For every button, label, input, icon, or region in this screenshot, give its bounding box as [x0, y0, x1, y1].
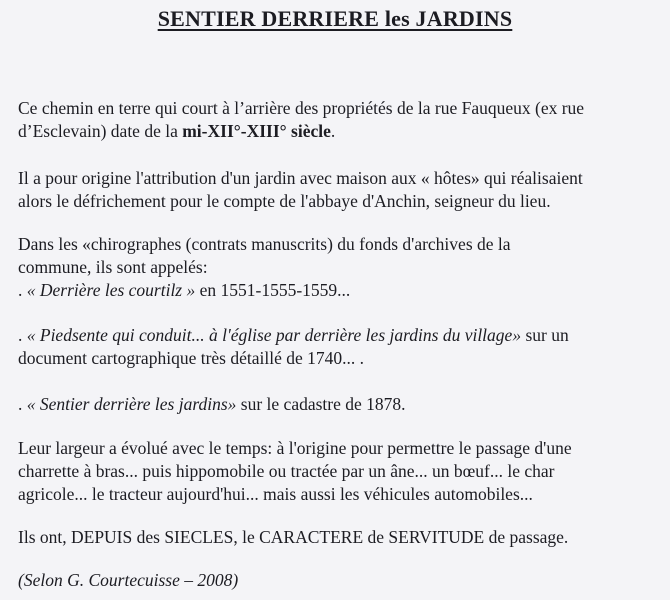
date-emphasis: mi-XII°-XIII° siècle	[182, 121, 331, 141]
text-line: commune, ils sont appelés:	[18, 257, 208, 277]
text-line: Dans les «chirographes (contrats manuscrits) du fonds d'archives de la	[18, 234, 511, 254]
quoted-name: « Derrière les courtilz »	[26, 280, 196, 300]
paragraph-origin	[18, 167, 652, 213]
text-line: Leur largeur a évolué avec le temps: à l'origine pour permettre le passage d'une	[18, 438, 572, 458]
bullet-prefix: .	[18, 325, 27, 345]
text-segment: en 1551-1555-1559...	[195, 280, 351, 300]
quoted-name: « Piedsente qui conduit... à l'église par derrière les jardins du village»	[26, 325, 522, 345]
paragraph-servitude	[18, 526, 652, 549]
text-line: Il a pour origine l'attribution d'un jardin avec maison aux « hôtes» qui réalisaient	[18, 168, 583, 188]
bullet-prefix: .	[18, 394, 27, 414]
paragraph-map-1740	[18, 324, 652, 370]
text-segment: d’Esclevain) date de la	[18, 121, 183, 141]
text-line: charrette à bras... puis hippomobile ou tractée par un âne... un bœuf... le char	[18, 461, 555, 481]
text-segment: .	[330, 121, 336, 141]
text-segment: sur un	[521, 325, 569, 345]
paragraph-width-evolution	[18, 437, 652, 506]
text-line	[18, 120, 652, 143]
document-title	[0, 6, 670, 32]
bullet-prefix: .	[18, 280, 27, 300]
source-citation	[18, 569, 652, 592]
paragraph-origin-date	[18, 97, 652, 143]
text-line: Ce chemin en terre qui court à l’arrière des propriétés de la rue Fauqueux (ex rue	[18, 98, 585, 118]
quoted-name: « Sentier derrière les jardins»	[26, 394, 237, 414]
text-line	[18, 279, 652, 302]
paragraph-cadastre-1878	[18, 393, 652, 416]
text-line: agricole... le tracteur aujourd'hui... mais aussi les véhicules automobiles...	[18, 484, 533, 504]
title-text: SENTIER DERRIERE les JARDINS	[157, 6, 513, 31]
paragraph-archives	[18, 233, 652, 302]
text-line	[18, 324, 652, 347]
citation-text: (Selon G. Courtecuisse – 2008)	[18, 570, 239, 590]
text-line: Ils ont, DEPUIS des SIECLES, le CARACTERE de SERVITUDE de passage.	[18, 527, 569, 547]
text-line: alors le défrichement pour le compte de l'abbaye d'Anchin, seigneur du lieu.	[18, 191, 551, 211]
text-line: document cartographique très détaillé de 1740... .	[18, 348, 364, 368]
text-line	[18, 393, 652, 416]
text-segment: sur le cadastre de 1878.	[236, 394, 406, 414]
